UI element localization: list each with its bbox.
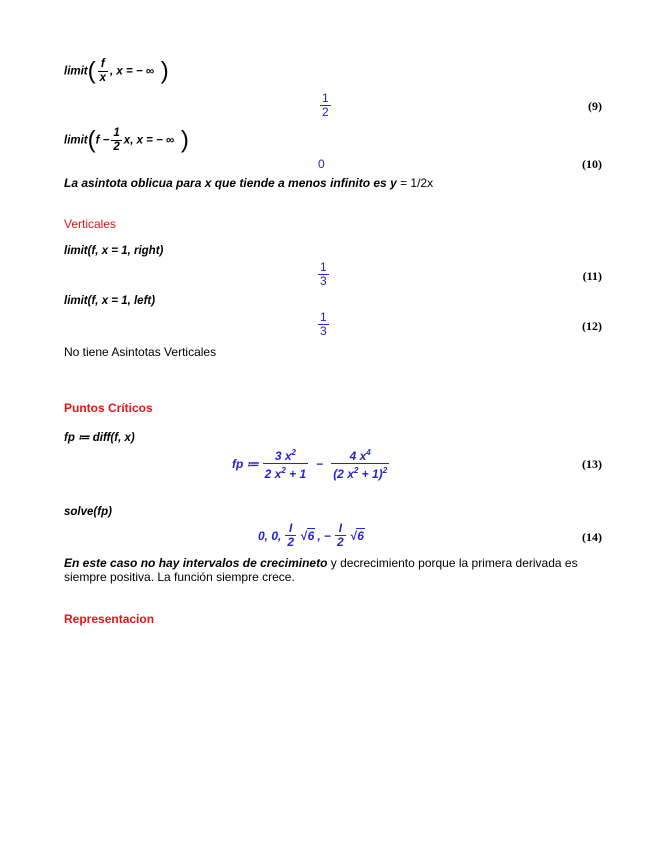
limit-keyword: limit <box>64 65 88 78</box>
oblique-asymptote-conclusion: La asintota oblicua para x que tiende a menos infinito es y = 1/2x <box>64 176 434 190</box>
limit-command-f-minus-half-x[interactable]: limit(f − $\frac{1}{2}$ x, x = − ∞ ) <box>64 126 189 154</box>
result-one-third-right: $\frac{1}{3}$ <box>320 260 327 288</box>
derivative-term-1: $\frac{3 x^2}{2 x^2 + 1}$ <box>264 448 307 481</box>
solve-command[interactable]: solve(fp) <box>64 506 112 518</box>
fraction-denominator: x <box>99 72 107 84</box>
critical-points-conclusion: En este caso no hay intervalos de crecimineto y decrecimiento porque la primera derivada es siempre positiva. La función siempre crece. <box>64 556 578 584</box>
fraction-numerator: f <box>100 58 105 70</box>
sqrt-symbol: √6 <box>300 528 315 543</box>
equation-label: (10) <box>582 157 602 171</box>
fraction-f-over-x <box>98 58 108 85</box>
derivative-output: fp ≔ $\frac{3 x^2}{2 x^2 + 1}$ − $\frac{4 x^4}{(2 x^2 + 1)^2}$ <box>232 448 388 481</box>
equation-label: (14) <box>582 530 602 544</box>
equation-label: (13) <box>582 457 602 471</box>
equation-label: (12) <box>582 319 602 333</box>
limit-keyword: limit <box>64 134 88 147</box>
equation-label: (11) <box>582 269 602 283</box>
sqrt-symbol: √6 <box>349 528 364 543</box>
derivative-command[interactable]: fp ≔ diff(f, x) <box>64 432 135 444</box>
solve-output: 0, 0, $\frac{I}{2}$ √6 , − $\frac{I}{2}$ √6 <box>258 521 364 549</box>
derivative-term-2: $\frac{4 x^4}{(2 x^2 + 1)^2}$ <box>333 448 388 481</box>
fraction-one-half: $\frac{1}{2}$ <box>113 127 120 153</box>
result-one-half: $\frac{1}{2}$ <box>322 91 329 119</box>
equation-label: (9) <box>588 99 602 113</box>
vertical-asymptote-conclusion: No tiene Asintotas Verticales <box>64 345 217 359</box>
section-heading-verticales: Verticales <box>64 217 117 231</box>
limit-command-right[interactable]: limit(f, x = 1, right) <box>64 245 164 257</box>
limit-arguments: , x = − ∞ <box>110 65 155 78</box>
section-heading-puntos-criticos: Puntos Críticos <box>64 401 153 415</box>
result-zero: 0 <box>318 157 325 171</box>
limit-command-left[interactable]: limit(f, x = 1, left) <box>64 295 156 307</box>
limit-command-f-over-x[interactable]: limit( $\frac{f}{x}$ , x = − ∞ ) <box>64 57 169 85</box>
result-one-third-left: $\frac{1}{3}$ <box>320 310 327 338</box>
section-heading-representacion: Representacion <box>64 612 155 626</box>
